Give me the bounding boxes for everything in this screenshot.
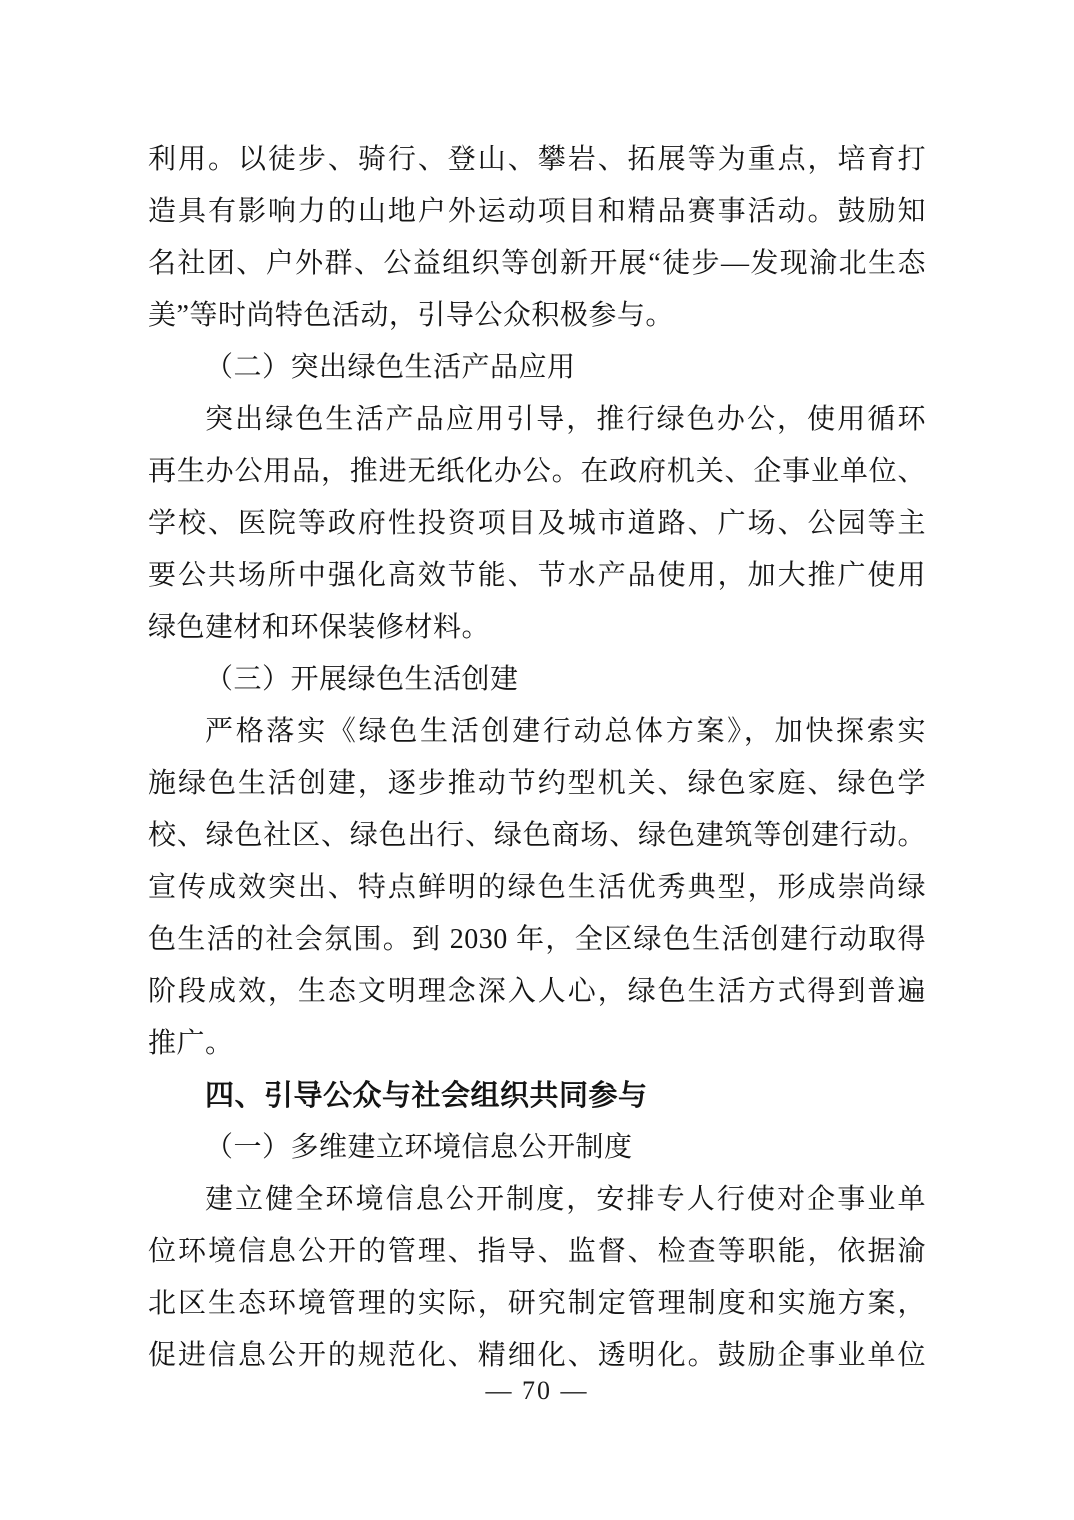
text-line: 学校、医院等政府性投资项目及城市道路、广场、公园等主	[148, 508, 926, 539]
text-line: 校、绿色社区、绿色出行、绿色商场、绿色建筑等创建行动。	[148, 820, 926, 851]
text-line: 名社团、户外群、公益组织等创新开展“徒步—发现渝北生态	[148, 248, 926, 279]
subsection-heading: （三）开展绿色生活创建	[205, 664, 519, 695]
text-line: 绿色建材和环保装修材料。	[148, 612, 491, 643]
document-body	[148, 134, 926, 1382]
text-line: 促进信息公开的规范化、精细化、透明化。鼓励企事业单位	[148, 1340, 926, 1371]
text-line: 宣传成效突出、特点鲜明的绿色生活优秀典型，形成崇尚绿	[148, 872, 926, 903]
section-heading: 四、引导公众与社会组织共同参与	[205, 1080, 648, 1112]
text-line: 建立健全环境信息公开制度，安排专人行使对企事业单	[205, 1184, 926, 1215]
text-line: 要公共场所中强化高效节能、节水产品使用，加大推广使用	[148, 560, 926, 591]
text-line: 位环境信息公开的管理、指导、监督、检查等职能，依据渝	[148, 1236, 926, 1267]
text-line: 再生办公用品，推进无纸化办公。在政府机关、企事业单位、	[148, 456, 926, 487]
text-line: 色生活的社会氛围。到 2030 年，全区绿色生活创建行动取得	[148, 924, 926, 955]
page-number: — 70 —	[485, 1376, 589, 1405]
subsection-heading: （一）多维建立环境信息公开制度	[205, 1132, 633, 1163]
text-line: 严格落实《绿色生活创建行动总体方案》，加快探索实	[205, 716, 926, 747]
text-line: 推广。	[148, 1028, 234, 1059]
text-line: 突出绿色生活产品应用引导，推行绿色办公，使用循环	[205, 404, 926, 435]
text-line: 造具有影响力的山地户外运动项目和精品赛事活动。鼓励知	[148, 196, 926, 227]
text-line: 阶段成效，生态文明理念深入人心，绿色生活方式得到普遍	[148, 976, 926, 1007]
subsection-heading: （二）突出绿色生活产品应用	[205, 352, 576, 383]
text-line: 利用。以徒步、骑行、登山、攀岩、拓展等为重点，培育打	[148, 144, 926, 175]
text-line: 施绿色生活创建，逐步推动节约型机关、绿色家庭、绿色学	[148, 768, 926, 799]
text-line: 美”等时尚特色活动，引导公众积极参与。	[148, 300, 674, 331]
text-line: 北区生态环境管理的实际，研究制定管理制度和实施方案，	[148, 1288, 926, 1319]
